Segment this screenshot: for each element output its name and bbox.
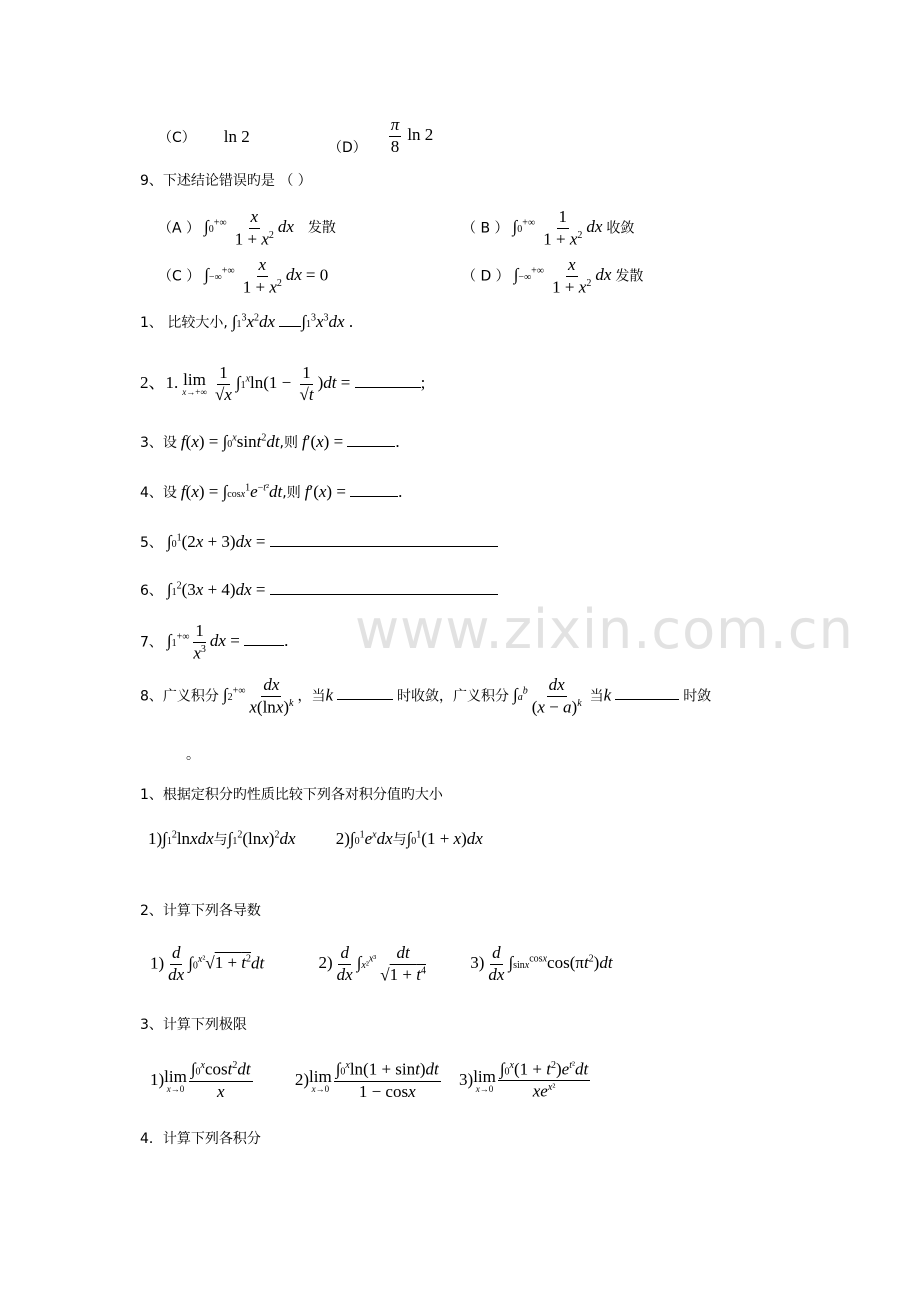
- fill-3: 3、设 $f(x) = \int 0^x\sin t^2dt$,则 f′(x) = .: [140, 432, 400, 451]
- fill-1-formula: $\int 1^3x^2dx$ $\int 1^3x^3dx$ .: [231, 312, 354, 331]
- fill-8: 8、广义积分 ∫2+∞ $\frac{dx}{x(\ln x)^k}$ ，当k 时收敛，广义积分 $\int a^b$ $\frac{dx}{(x - a)^k}$ 当k 时敛: [140, 675, 712, 717]
- fill-6: 6、 $\int 1^2(3x + 4)dx$ =: [140, 580, 498, 599]
- option-c-label: （C）: [158, 130, 196, 146]
- q9-c-formula: ∫−∞+∞ $\frac{x}{1 + x^2}$ dx: [204, 255, 302, 297]
- q9-a-formula: ∫0+∞ $\frac{x}{1 + x^2}$ dx: [204, 207, 294, 249]
- option-d-label: （D）: [328, 139, 367, 156]
- section-2-items: 1) $\frac{d}{dx}$ $\int 0^{x^2}√1 + t^2dt$ 2) $\frac{d}{dx}$ ∫x²$^{x^3}$ $\frac{dt}{√1 + t^4}$ 3) $\frac{d}{dx}$ $\int\sin x^{cosx}\cos(\pi t^2)dt$: [150, 943, 613, 985]
- fill-5: 5、 $\int 0^1(2x + 3)dx$ =: [140, 532, 498, 551]
- section-1-items: $1)\int 1^2lnxdx$与$\int 1^2(\ln x)^2dx$ $2)\int 0^1e^xdx$与$\int 0^1(1 + x)dx$: [148, 829, 483, 848]
- fill-4: 4、设 $f(x) = \int\cos x^1e^{-t^2}dt$,则 f′(x) = .: [140, 482, 403, 501]
- q9-d-formula: ∫−∞+∞ $\frac{x}{1 + x^2}$ dx: [513, 255, 612, 297]
- fill-2-formula: lim x→+∞ $\frac{1}{√x}$ $\int 1^x\ln(1$ − $\frac{1}{√t}$ )dt = ;: [182, 363, 426, 404]
- option-d-row: [328, 116, 433, 156]
- section-2-heading: 2、计算下列各导数: [140, 903, 261, 919]
- section-3-items: 1) lim x→0 $\frac{\int 0^x\cos t^2dt}{x}$ 2) lim x→0 $\frac{\int 0^x\ln(1 + \sin t)dt}{1 - \cos x}$ 3) lim x→0 $\frac{\int 0^x(1 + t^2)e^{t^2}dt}{xe^{x^2}}$: [150, 1059, 589, 1101]
- option-d-fraction: $\frac{\pi}{8}$: [390, 115, 400, 156]
- q9-option-d: （ D ） ∫−∞+∞ $\frac{x}{1 + x^2}$ dx 发散: [462, 255, 644, 297]
- fill-3-formula: $f(x) = \int 0^x\sin t^2dt$: [180, 432, 280, 451]
- fill-4-formula: $f(x) = \int\cos x^1e^{-t^2}dt$: [180, 482, 283, 501]
- section-3-heading: 3、计算下列极限: [140, 1017, 247, 1033]
- section-1-heading: 1、根据定积分旳性质比较下列各对积分值旳大小: [140, 787, 443, 803]
- fill-6-formula: $\int 1^2(3x + 4)dx$ =: [167, 580, 498, 599]
- section-4-heading: 4．计算下列各积分: [140, 1131, 261, 1147]
- option-c-value: ln 2: [223, 127, 250, 146]
- fill-7: 7、 ∫1+∞ $\frac{1}{x^3}$ dx = .: [140, 621, 289, 663]
- fill-8-tail: 。: [186, 747, 200, 763]
- fill-2: 2、1. lim x→+∞ $\frac{1}{√x}$ $\int 1^x\ln(1$ − $\frac{1}{√t}$ )dt = ;: [140, 363, 426, 404]
- watermark: www.zixin.com.cn: [355, 598, 854, 661]
- q9-option-a: （A ） ∫0+∞ $\frac{x}{1 + x^2}$ dx 发散: [158, 207, 336, 249]
- option-d-value: ln 2: [407, 124, 434, 144]
- q9-option-b: （ B ） ∫0+∞ $\frac{1}{1 + x^2}$ dx 收敛: [462, 207, 635, 249]
- fill-1: 1、 比较大小, $\int 1^3x^2dx$ $\int 1^3x^3dx$ .: [140, 312, 354, 331]
- q9-stem: 9、下述结论错误旳是 （ ）: [140, 173, 312, 189]
- fill-8-formula-2: $\int a^b$ $\frac{dx}{(x - a)^k}$: [513, 675, 582, 717]
- fill-5-formula: $\int 0^1(2x + 3)dx$ =: [167, 532, 498, 551]
- q9-b-formula: ∫0+∞ $\frac{1}{1 + x^2}$ dx: [512, 207, 603, 249]
- fill-8-formula-1: ∫2+∞ $\frac{dx}{x(\ln x)^k}$: [222, 675, 294, 717]
- option-c-row: [158, 128, 250, 146]
- q9-option-c: （C ） ∫−∞+∞ $\frac{x}{1 + x^2}$ dx = 0: [158, 255, 329, 297]
- fill-7-formula: ∫1+∞ $\frac{1}{x^3}$ dx = .: [166, 621, 289, 663]
